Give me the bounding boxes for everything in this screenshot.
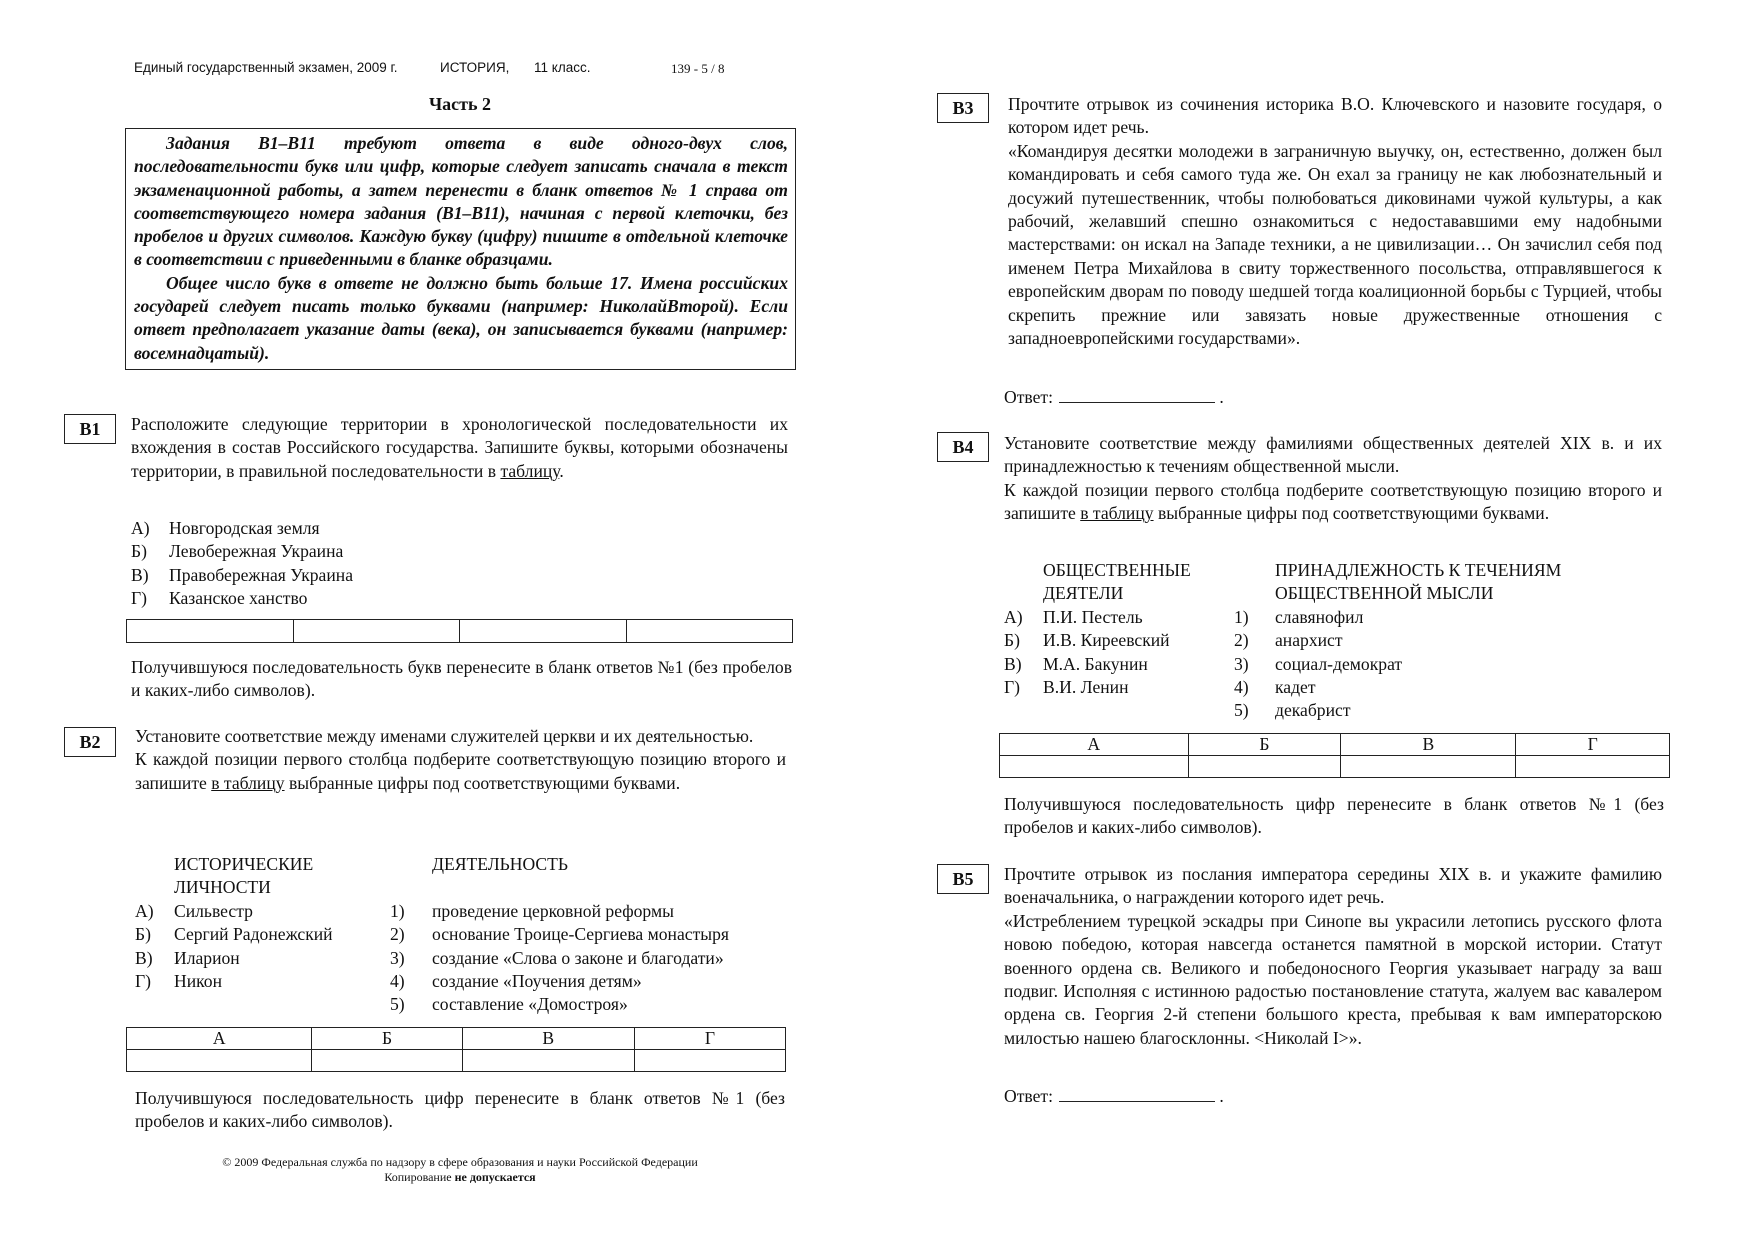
b1-table-link: таблицу [500, 460, 560, 481]
b2-col1-header-1: ИСТОРИЧЕСКИЕ [174, 854, 314, 874]
b2-text-2b: выбранные цифры под соответствующими буквами. [284, 772, 681, 793]
list-item: 1) проведение церковной реформы [390, 900, 674, 921]
task-label-b3: В3 [937, 93, 989, 123]
answer-cell[interactable] [462, 1050, 634, 1072]
b5-answer: Ответ: . [1004, 1086, 1224, 1106]
b4-table-link: в таблицу [1080, 503, 1154, 524]
part-title: Часть 2 [428, 94, 492, 114]
page-code: 139 - 5 / 8 [671, 61, 725, 76]
list-item: В) Правобережная Украина [131, 564, 354, 585]
answer-cell[interactable] [634, 1050, 785, 1072]
answer-cell[interactable] [293, 620, 460, 643]
b5-text [1004, 863, 1662, 1050]
exam-title: Единый государственный экзамен, 2009 г. [134, 60, 398, 75]
instructions-paragraph-1: Задания В1–В11 требуют ответа в виде одного-двух слов, последовательности букв или цифр, которые следует записать сначала в текст экзаменационной работы, а затем перенести в бланк ответов № 1 справа от соответствующего номера задания (В1–В11), начиная с первой клеточки, без пробелов и других символов. Каждую букву (цифру) пишите в отдельной клеточке в соответствии с приведенными в бланке образцами. [134, 133, 788, 270]
subject: ИСТОРИЯ, [440, 60, 510, 75]
task-label-b1: В1 [64, 414, 116, 444]
b2-text [135, 725, 786, 795]
task-label-b2: В2 [64, 727, 116, 757]
b4-left-list [1004, 606, 1234, 700]
list-item: Б) И.В. Киреевский [1004, 630, 1170, 651]
list-item: В) М.А. Бакунин [1004, 653, 1148, 674]
b5-quote: «Истреблением турецкой эскадры при Синопе вы украсили летопись русского флота новою победою, которая навсегда останется памятной в морской истории. Статут военного ордена св. Великого и победоносного Георгия указывает награду за ваш подвиг. Исполняя с истинною радостью постановление статута, жалуем вас кавалером ордена св. Георгия 2-й степени большого креста, пребывая к вам императорскою милостью нашею благосклонны. <Николай I>». [1004, 910, 1662, 1048]
b2-col1-header-2: ЛИЧНОСТИ [174, 877, 271, 898]
task-label-b5: В5 [937, 864, 989, 894]
list-item: Б) Левобережная Украина [131, 541, 344, 562]
b4-right-list [1234, 606, 1534, 723]
list-item: 2) анархист [1234, 630, 1343, 651]
list-item: Г) Казанское ханство [131, 588, 308, 609]
task-label-b4: В4 [937, 432, 989, 462]
b2-table-link: в таблицу [211, 772, 285, 793]
list-item: А) Новгородская земля [131, 518, 320, 538]
b5-answer-field[interactable] [1059, 1086, 1215, 1102]
b1-items [131, 517, 531, 611]
b4-text-1: Установите соответствие между фамилиями общественных деятелей XIX в. и их принадлежностью к течениям общественной мысли. [1004, 433, 1662, 477]
answer-cell[interactable] [626, 620, 793, 643]
b4-text [1004, 432, 1662, 526]
list-item: А) Сильвестр [135, 900, 253, 921]
b5-text-1: Прочтите отрывок из послания императора середины XIX в. и укажите фамилию военачальника, о награждении которого идет речь. [1004, 864, 1662, 908]
page-header [134, 60, 725, 76]
b1-text [131, 413, 788, 483]
list-item: 3) создание «Слова о законе и благодати» [390, 947, 724, 968]
b3-quote: «Командируя десятки молодежи в заграничную выучку, он, естественно, должен был командировать и себя самого туда же. Он ехал за границу не как любознательный и досужий путешественник, чтобы полюбоваться диковинами чужой культуры, а как рабочий, желавший спешно ознакомиться с недостававшими ему надобными мастерствами: он искал на Западе техники, а не цивилизации… Он зачислил себя под именем Петра Михайлова в свиту торжественного посольства, отправлявшегося к европейским дворам по поводу шедшей тогда коалиционной борьбы с Турцией, чтобы скрепить прежние или завязать новые дружественные отношения с западноевропейскими государствами». [1008, 140, 1662, 349]
b4-text-2b: выбранные цифры под соответствующими буквами. [1153, 503, 1550, 524]
b1-text-end: . [559, 460, 564, 481]
table-header-cell: В [1341, 734, 1516, 756]
b1-answer-table [126, 619, 793, 643]
b4-after: Получившуюся последовательность цифр перенесите в бланк ответов №1 (без пробелов и каких-либо символов). [1004, 794, 1664, 838]
list-item: 5) составление «Домостроя» [390, 994, 628, 1015]
b3-answer-field[interactable] [1059, 387, 1215, 403]
b4-col2-header-1: ПРИНАДЛЕЖНОСТЬ К ТЕЧЕНИЯМ [1275, 560, 1562, 580]
b1-text-main: Расположите следующие территории в хронологической последовательности их вхождения в состав Российского государства. Запишите буквы, которыми обозначены территории, в правильной последовательности в [131, 414, 788, 481]
b3-text [1008, 93, 1662, 350]
list-item: 1) славянофил [1234, 606, 1364, 627]
footer [125, 1155, 795, 1185]
list-item: Б) Сергий Радонежский [135, 924, 333, 945]
list-item: 5) декабрист [1234, 700, 1351, 721]
answer-cell[interactable] [127, 620, 294, 643]
b2-text-2a: К каждой позиции первого столбца подберите соответствующую позицию второго и запишите [135, 749, 786, 793]
b2-matching [135, 853, 795, 1013]
footer-line-1: © 2009 Федеральная служба по надзору в сфере образования и науки Российской Федерации [222, 1155, 698, 1169]
list-item: 3) социал-демократ [1234, 653, 1403, 674]
list-item: А) П.И. Пестель [1004, 606, 1143, 627]
grade: 11 класс. [534, 60, 591, 75]
table-header-cell: Б [312, 1028, 462, 1050]
table-header-cell: А [127, 1028, 312, 1050]
b4-col2-header-2: ОБЩЕСТВЕННОЙ МЫСЛИ [1275, 583, 1494, 604]
footer-line-2: Копирование не допускается [384, 1170, 536, 1184]
b1-after: Получившуюся последовательность букв перенесите в бланк ответов №1 (без пробелов и каких-либо символов). [131, 657, 792, 701]
list-item: 4) кадет [1234, 676, 1316, 697]
b2-right-list [390, 900, 795, 1017]
table-header-cell: В [462, 1028, 634, 1050]
answer-cell[interactable] [1516, 756, 1670, 778]
list-item: 4) создание «Поучения детям» [390, 970, 642, 991]
table-header-cell: Г [1516, 734, 1670, 756]
b4-answer-table [999, 733, 1670, 778]
b3-text-1: Прочтите отрывок из сочинения историка В.О. Ключевского и назовите государя, о котором идет речь. [1008, 94, 1662, 138]
answer-cell[interactable] [127, 1050, 312, 1072]
table-header-cell: Г [634, 1028, 785, 1050]
b2-left-list [135, 900, 395, 994]
answer-cell[interactable] [1188, 756, 1341, 778]
instructions-box [125, 128, 796, 370]
b2-text-1: Установите соответствие между именами служителей церкви и их деятельностью. [135, 726, 754, 746]
table-header-cell: А [1000, 734, 1189, 756]
list-item: В) Иларион [135, 947, 240, 968]
list-item: Г) Никон [135, 970, 222, 991]
b2-after: Получившуюся последовательность цифр перенесите в бланк ответов №1 (без пробелов и каких-либо символов). [135, 1088, 785, 1132]
answer-cell[interactable] [312, 1050, 462, 1072]
list-item: Г) В.И. Ленин [1004, 676, 1129, 697]
b4-matching [1004, 559, 1664, 724]
b3-answer: Ответ: . [1004, 387, 1224, 407]
answer-cell[interactable] [1000, 756, 1189, 778]
b2-col2-header: ДЕЯТЕЛЬНОСТЬ [432, 854, 568, 874]
b4-col1-header-2: ДЕЯТЕЛИ [1043, 583, 1124, 604]
table-header-cell: Б [1188, 734, 1341, 756]
answer-cell[interactable] [460, 620, 627, 643]
b2-answer-table [126, 1027, 786, 1072]
list-item: 2) основание Троице-Сергиева монастыря [390, 924, 729, 945]
answer-cell[interactable] [1341, 756, 1516, 778]
b4-text-2a: К каждой позиции первого столбца подберите соответствующую позицию второго и запишите [1004, 479, 1662, 524]
instructions-paragraph-2: Общее число букв в ответе не должно быть больше 17. Имена российских государей следует писать только буквами (например: НиколайВторой). Если ответ предполагает указание даты (века), он записывается буквами (например: восемнадцатый). [134, 272, 788, 363]
b4-col1-header-1: ОБЩЕСТВЕННЫЕ [1043, 560, 1191, 580]
